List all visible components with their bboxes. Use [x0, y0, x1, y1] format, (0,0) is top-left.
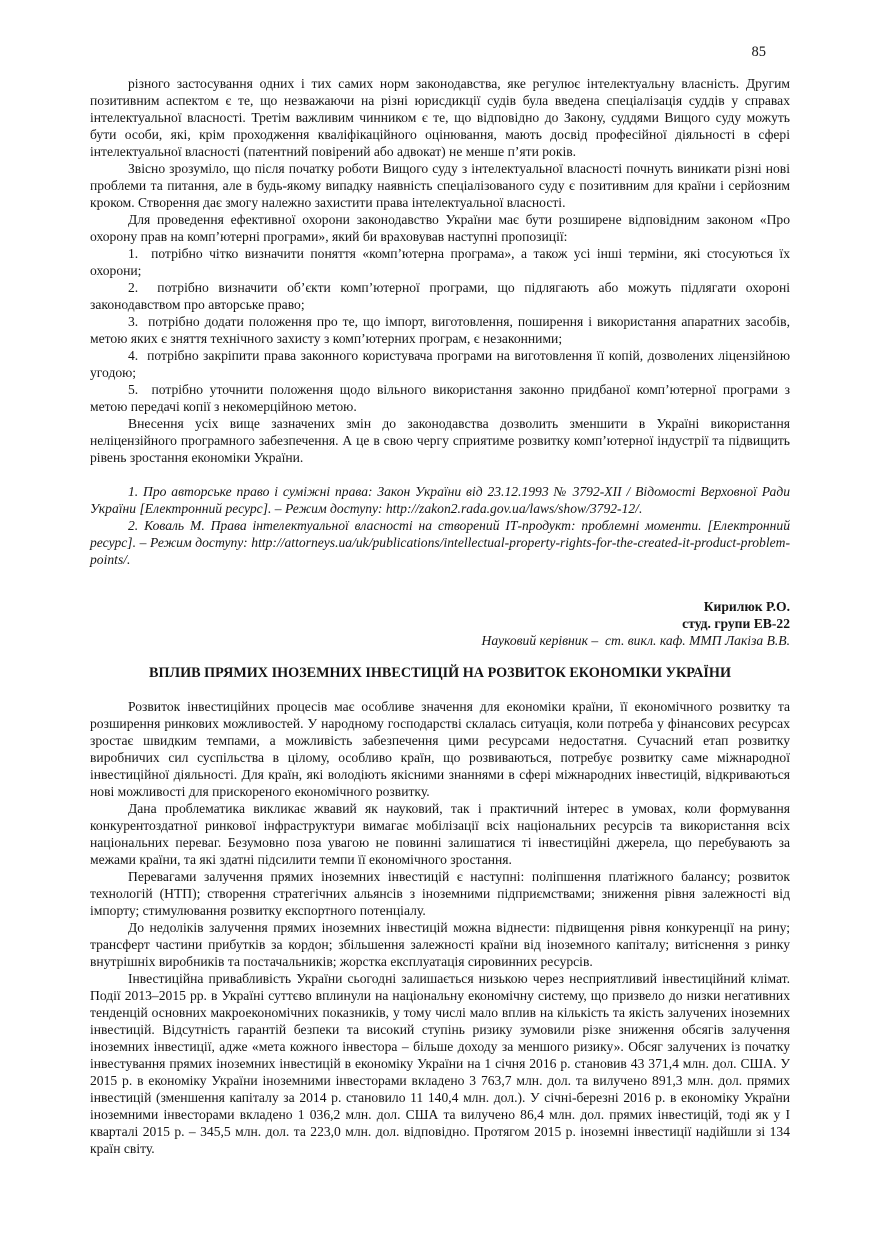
previous-article-body	[90, 75, 790, 568]
article-title: ВПЛИВ ПРЯМИХ ІНОЗЕМНИХ ІНВЕСТИЦІЙ НА РОЗВИТОК ЕКОНОМІКИ УКРАЇНИ	[149, 665, 731, 681]
paragraph: Дана проблематика викликає жвавий як науковий, так і практичний інтерес в умовах, коли формування конкурентоздатної ринкової інфраструктури вимагає мобілізації всіх національних ресурсів та використання всіх національних переваг. Безумовно поза увагою не повинні залишатися ті інвестиційні джерела, що перебувають за межами країни, та які здатні підсилити темпи її економічного зростання.	[90, 801, 790, 867]
author-name: Кирилюк Р.О.	[703, 599, 790, 614]
paragraph: Для проведення ефективної охорони законодавство України має бути розширене відповідним законом «Про охорону прав на комп’ютерні програми», який би враховував наступні пропозиції:	[90, 212, 790, 244]
list-item: 3. потрібно додати положення про те, що імпорт, виготовлення, поширення і використання апаратних засобів, метою яких є зняття технічного захисту з комп’ютерних програм, є незаконними;	[90, 314, 790, 346]
paragraph: Інвестиційна привабливість України сьогодні залишається низькою через несприятливий інвестиційний клімат. Події 2013–2015 рр. в Україні суттєво вплинули на національну економічну систему, що призвело до низки негативних тенденцій основних макроекономічних показників, у тому числі мало вплив на кількість та якість залучених іноземних інвестицій. Відсутність гарантій безпеки та високий ступінь ризику зумовили різке зниження обсягів залучення іноземних інвестиції, адже «мета кожного інвестора – більше доходу за меншого ризику». Обсяг залучених із початку інвестування прямих іноземних інвестицій в економіку України на 1 січня 2016 р. становив 43 371,4 млн. дол. США. У 2015 р. в економіку України іноземними інвесторами вкладено 3 763,7 млн. дол. та вилучено 891,3 млн. дол. прямих інвестицій (зменшення капіталу за 2014 р. становило 11 140,4 млн. дол.). У січні-березні 2016 р. в економіку України іноземними інвесторами вкладено 1 036,2 млн. дол. США та вилучено 86,4 млн. дол. прямих інвестицій, тоді як у І кварталі 2015 р. – 345,5 млн. дол. та 223,0 млн. дол. відповідно. Протягом 2015 р. іноземні інвестиції надійшли зі 134 країн світу.	[90, 971, 790, 1156]
paragraph: Перевагами залучення прямих іноземних інвестицій є наступні: поліпшення платіжного балансу; розвиток технологій (НТП); створення стратегічних альянсів з іноземними підприємствами; зниження рівня залежності від імпорту; стимулювання розвитку експортного потенціалу.	[90, 869, 790, 918]
reference-item: 2. Коваль М. Права інтелектуальної власності на створений ІТ-продукт: проблемні моменти. [Електронний ресурс]. – Режим доступу: http://attorneys.ua/uk/publications/intellectual-property-rights-for-the-created-it-product-problem-points/.	[90, 518, 790, 567]
paragraph: Внесення усіх вище зазначених змін до законодавства дозволить зменшити в Україні використання неліцензійного програмного забезпечення. А це в свою чергу сприятиме розвитку комп’ютерної індустрії та підвищить рівень зростання економіки України.	[90, 416, 790, 465]
paragraph: Розвиток інвестиційних процесів має особливе значення для економіки країни, її економічного розвитку та розширення ринкових можливостей. У народному господарстві склалась ситуація, коли потреба у фінансових ресурсах зростає швидким темпами, а можливість забезпечення цими ресурсами недостатня. Сучасний етап розвитку виробничих сил суспільства в цілому, особливо країн, що розвиваються, потребує розвитку саме міжнародної інвестиційної діяльності. Для країн, які володіють якісними знаннями в сфері міжнародних інвестицій, відкриваються нові можливості для прискореного економічного розвитку.	[90, 699, 790, 799]
paragraph: різного застосування одних і тих самих норм законодавства, яке регулює інтелектуальну власність. Другим позитивним аспектом є те, що незважаючи на різні юрисдикції судів була введена спеціалізація суддів у справах інтелектуальної власності. Третім важливим чинником є те, що відповідно до Закону, суддями Вищого суду можуть бути особи, які, крім проходження кваліфікаційного оцінювання, мають досвід професійної діяльності в сфері інтелектуальної власності (патентний повірений або адвокат) не менше п’яти років.	[90, 76, 790, 159]
list-item: 4. потрібно закріпити права законного користувача програми на виготовлення її копій, дозволених ліцензійною угодою;	[90, 348, 790, 380]
supervisor-line: Науковий керівник – ст. викл. каф. ММП Лакіза В.В.	[481, 633, 790, 648]
reference-item: 1. Про авторське право і суміжні права: Закон України від 23.12.1993 № 3792-XII / Відомості Верховної Ради України [Електронний ресурс]. – Режим доступу: http://zakon2.rada.gov.ua/laws/show/3792-12/.	[90, 484, 790, 516]
paragraph: До недоліків залучення прямих іноземних інвестицій можна віднести: підвищення рівня конкуренції на рину; трансферт частини прибутків за кордон; збільшення залежності країни від іноземного капіталу; витіснення з ринку внутрішніх виробників та постачальників; жорстка експлуатація сировинних ресурсів.	[90, 920, 790, 969]
page-number: 85	[751, 44, 766, 60]
author-block	[90, 598, 790, 649]
list-item: 1. потрібно чітко визначити поняття «комп’ютерна програма», а також усі інші терміни, які стосуються їх охорони;	[90, 246, 790, 278]
list-item: 5. потрібно уточнити положення щодо вільного використання законно придбаної комп’ютерної програми з метою передачі копії з некомерційною метою.	[90, 382, 790, 414]
author-group: студ. групи ЕВ-22	[682, 616, 790, 631]
reference-list	[90, 483, 790, 568]
article-body	[90, 698, 790, 1157]
list-item: 2. потрібно визначити об’єкти комп’ютерної програми, що підлягають або можуть підлягати охороні законодавством про авторське право;	[90, 280, 790, 312]
paragraph: Звісно зрозуміло, що після початку роботи Вищого суду з інтелектуальної власності почнуть виникати різні нові проблеми та питання, але в будь-якому випадку наявність спеціалізованого суду є позитивним для країни і серйозним кроком. Створення дає змогу належно захистити права інтелектуальної власності.	[90, 161, 790, 210]
